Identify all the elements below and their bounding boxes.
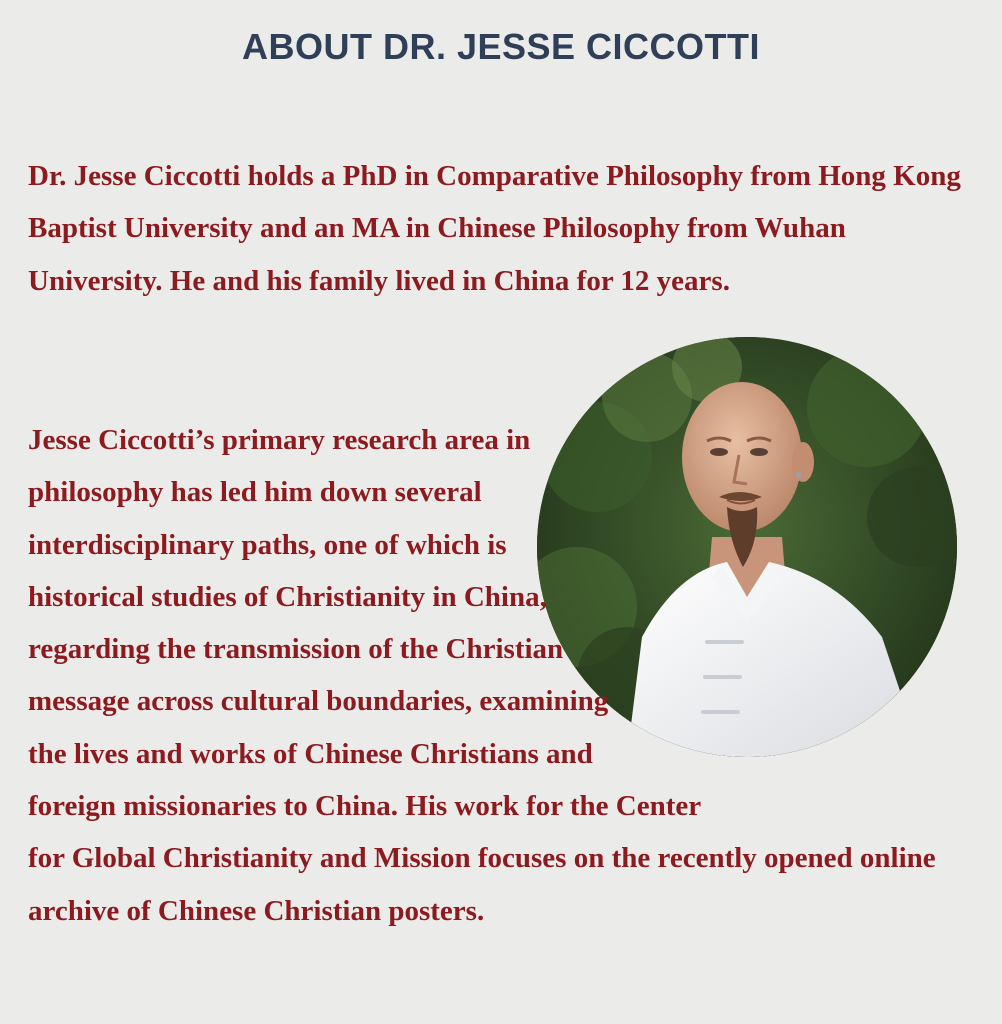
bio-paragraph-2-text: Jesse Ciccotti’s primary research area in philosophy has led him down several interdisciplinary paths, one of which is historical studies of Christianity in China, regarding the transmission of the Christian message across cultural boundaries, examining the lives and works of Chinese Christians and foreign missionaries to China. His work for the Center for Global Christianity and Mission focuses on the recently opened online archive of Chinese Christian posters. [28, 424, 936, 927]
page-title: ABOUT DR. JESSE CICCOTTI [241, 26, 761, 67]
bio-paragraph-1: Dr. Jesse Ciccotti holds a PhD in Comparative Philosophy from Hong Kong Baptist University and an MA in Chinese Philosophy from Wuhan University. He and his family lived in China for 12 years. [28, 160, 961, 297]
bio-paragraph-2 [28, 414, 978, 937]
photo-text-wrap [538, 414, 978, 789]
